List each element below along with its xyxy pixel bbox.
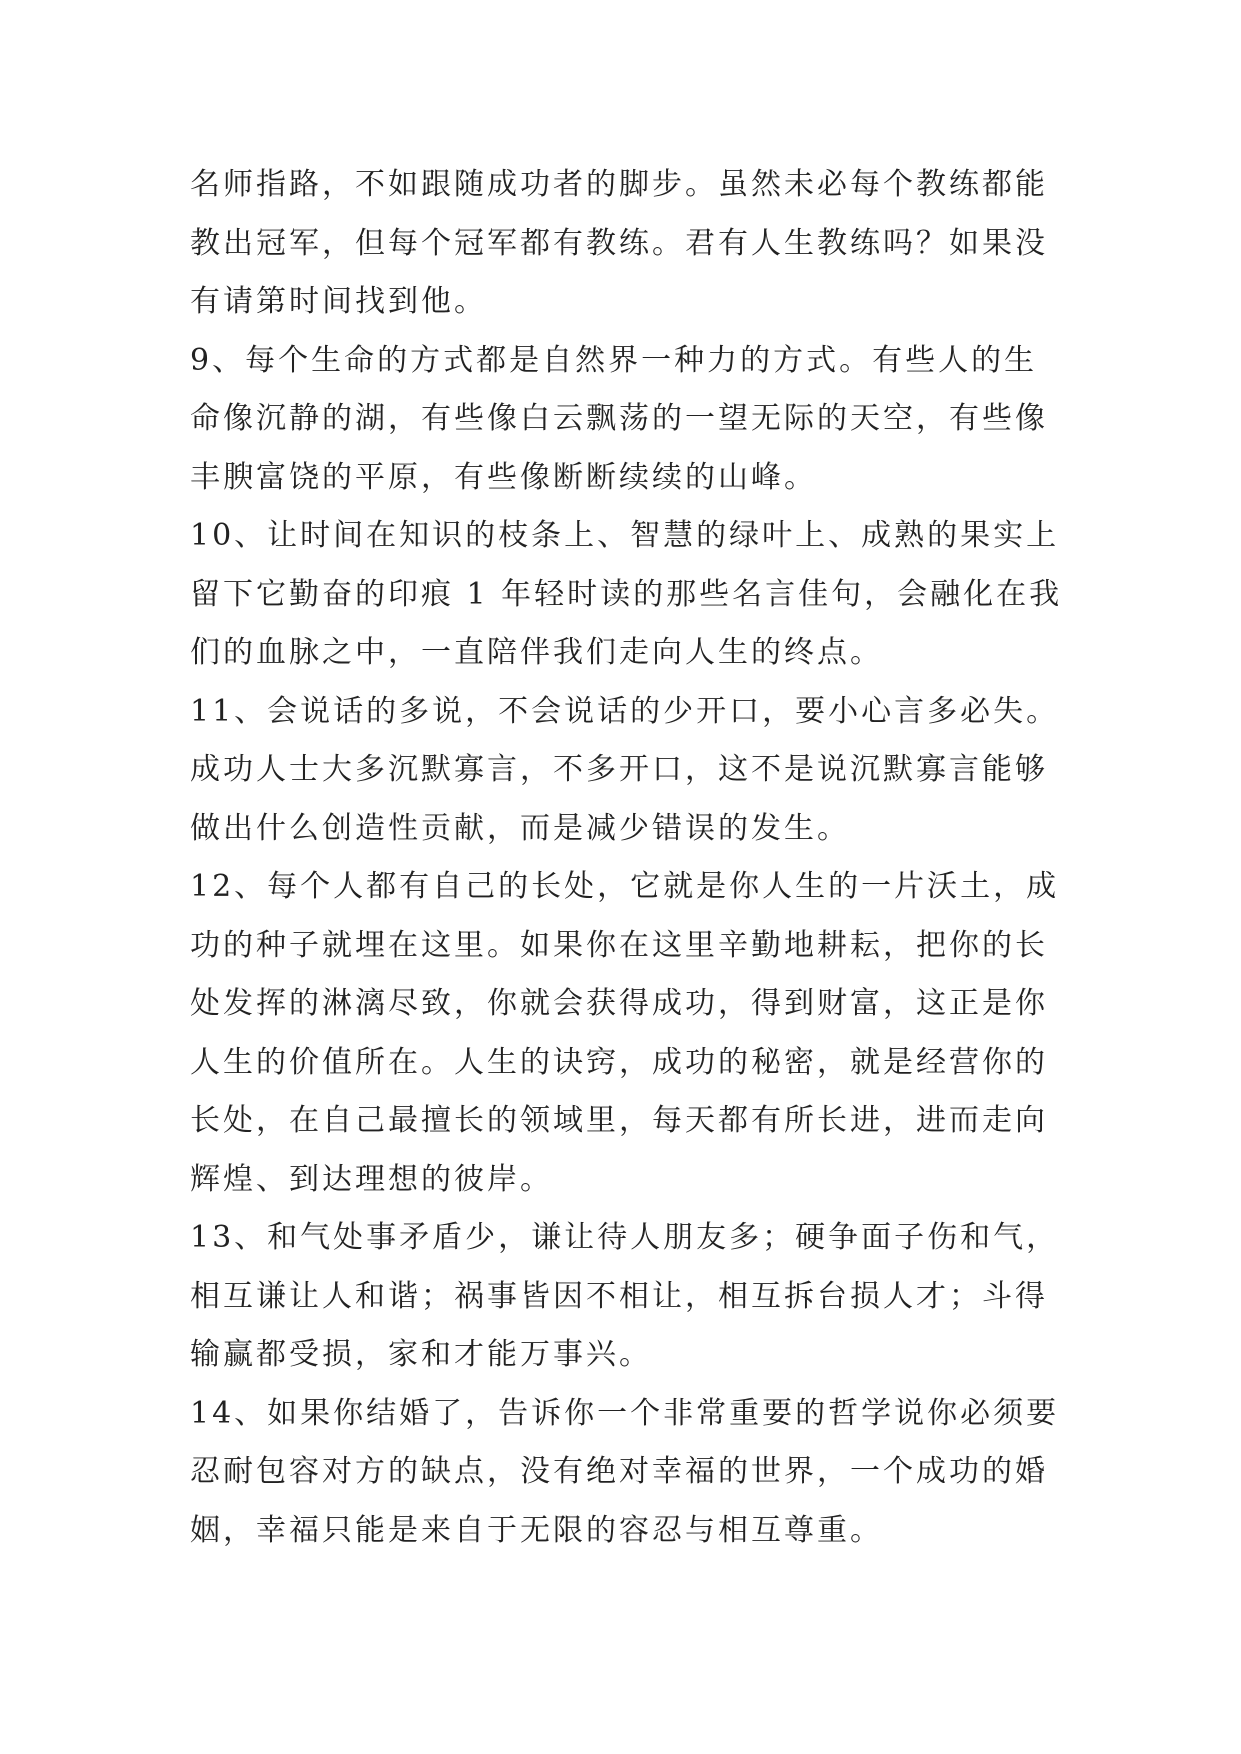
text-line: 姻，幸福只能是来自于无限的容忍与相互尊重。	[190, 1512, 883, 1548]
text-line: 相互谦让人和谐；祸事皆因不相让，相互拆台损人才；斗得	[190, 1278, 1048, 1314]
text-line: 丰腴富饶的平原，有些像断断续续的山峰。	[190, 459, 817, 495]
text-line: 长处，在自己最擅长的领域里，每天都有所长进，进而走向	[190, 1103, 1048, 1138]
text-line: 9、每个生命的方式都是自然界一种力的方式。有些人的生	[190, 342, 1038, 378]
text-line: 10、让时间在知识的枝条上、智慧的绿叶上、成熟的果实上	[190, 518, 1060, 553]
text-line: 13、和气处事矛盾少，谦让待人朋友多；硬争面子伤和气，	[190, 1220, 1060, 1255]
text-line: 命像沉静的湖，有些像白云飘荡的一望无际的天空，有些像	[190, 401, 1048, 436]
text-line: 有请第时间找到他。	[190, 284, 487, 319]
text-line: 输赢都受损，家和才能万事兴。	[190, 1337, 652, 1372]
text-line: 处发挥的淋漓尽致，你就会获得成功，得到财富，这正是你	[190, 986, 1048, 1021]
text-line: 11、会说话的多说，不会说话的少开口，要小心言多必失。	[190, 693, 1060, 729]
text-line: 功的种子就埋在这里。如果你在这里辛勤地耕耘，把你的长	[190, 927, 1048, 963]
text-line: 辉煌、到达理想的彼岸。	[190, 1161, 553, 1197]
text-line: 12、每个人都有自己的长处，它就是你人生的一片沃土，成	[190, 869, 1060, 904]
text-line: 教出冠军，但每个冠军都有教练。君有人生教练吗？如果没	[190, 225, 1048, 261]
text-line: 做出什么创造性贡献，而是减少错误的发生。	[190, 810, 850, 846]
text-line: 人生的价值所在。人生的诀窍，成功的秘密，就是经营你的	[190, 1044, 1048, 1080]
text-line: 留下它勤奋的印痕 1 年轻时读的那些名言佳句，会融化在我	[190, 576, 1063, 612]
document-body	[190, 156, 1090, 1560]
text-line: 们的血脉之中，一直陪伴我们走向人生的终点。	[190, 635, 883, 670]
text-line: 成功人士大多沉默寡言，不多开口，这不是说沉默寡言能够	[190, 752, 1048, 787]
text-line: 名师指路，不如跟随成功者的脚步。虽然未必每个教练都能	[190, 167, 1048, 202]
text-line: 14、如果你结婚了，告诉你一个非常重要的哲学说你必须要	[190, 1395, 1060, 1431]
text-line: 忍耐包容对方的缺点，没有绝对幸福的世界，一个成功的婚	[190, 1454, 1048, 1489]
